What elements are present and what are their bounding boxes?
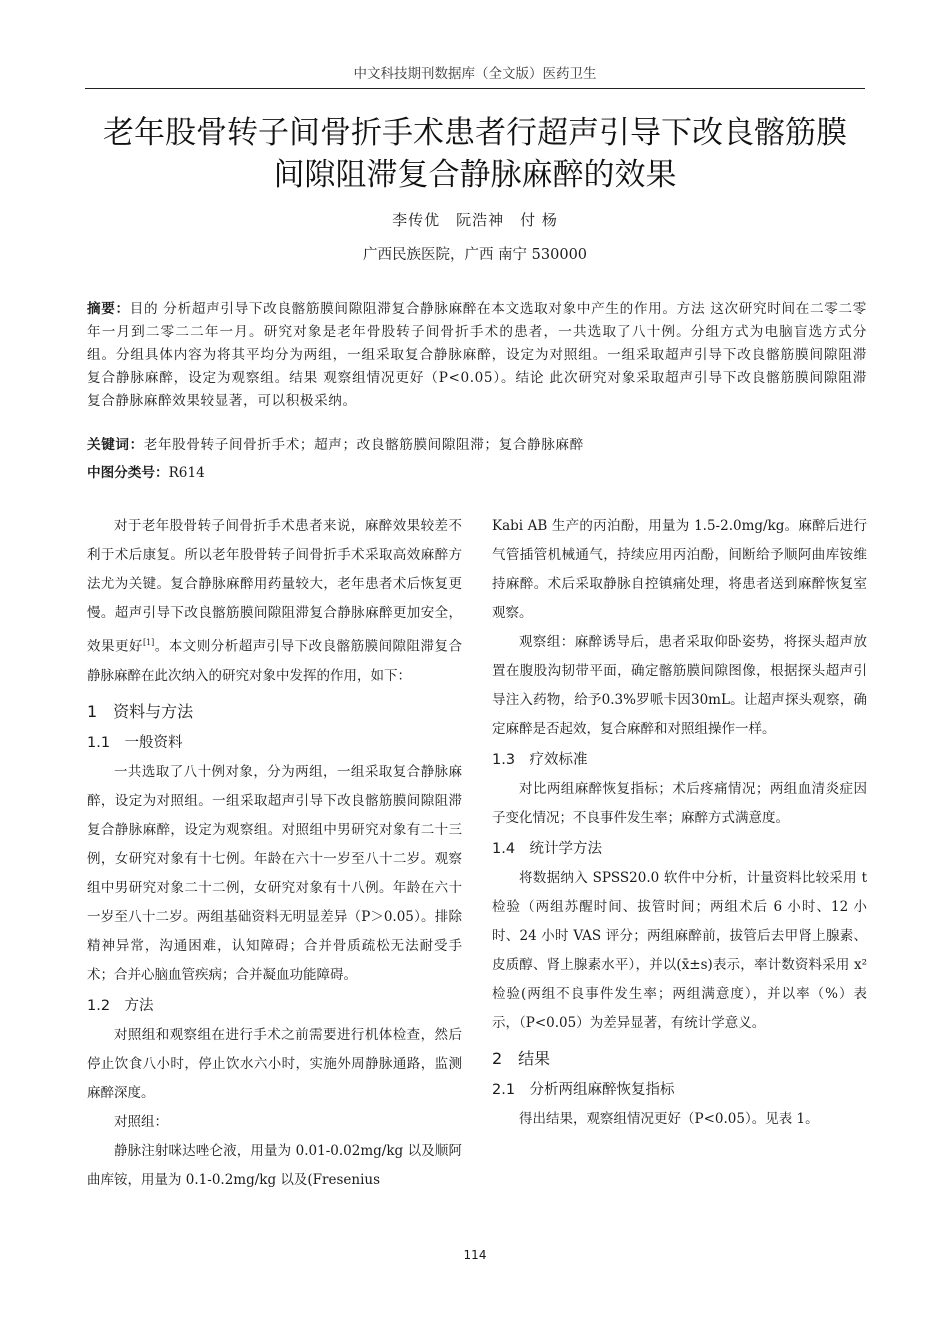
intro-paragraph (87, 512, 462, 691)
classification-text: R614 (168, 465, 205, 481)
intro-citation: [1] (142, 638, 155, 647)
header-rule (85, 88, 865, 89)
right-column (492, 512, 867, 1134)
authors: 李传优 阮浩神 付 杨 (392, 211, 558, 229)
page-number: 114 (463, 1248, 487, 1262)
paragraph-1-4: 将数据纳入 SPSS20.0 软件中分析，计量资料比较采用 t 检验（两组苏醒时间、拔管时间；两组术后 6 小时、12 小时、24 小时 VAS 评分；两组麻醉前，拔管后去甲肾上腺素、皮质醇、肾上腺素水平），并以(x̄±s)表示，率计数资料采用 x²检验(两组不良事件发生率；两组满意度），并以率（%）表示，（P<0.05）为差异显著，有统计学意义。 (492, 870, 867, 1031)
left-column (87, 512, 462, 1195)
article-title (60, 112, 890, 196)
section-heading-2: 2 结果 (492, 1049, 551, 1068)
abstract-text: 目的 分析超声引导下改良髂筋膜间隙阻滞复合静脉麻醉在本文选取对象中产生的作用。方法 这次研究时间在二零二零年一月到二零二二年一月。研究对象是老年骨股转子间骨折手术的患者，一共选取了八十例。分组方式为电脑盲选方式分组。分组具体内容为将其平均分为两组，一组采取复合静脉麻醉，设定为对照组。一组采取超声引导下改良髂筋膜间隙阻滞复合静脉麻醉，设定为观察组。结果 观察组情况更好（P<0.05）。结论 此次研究对象采取超声引导下改良髂筋膜间隙阻滞复合静脉麻醉效果较显著，可以积极采纳。 (87, 301, 867, 409)
section-heading-1: 1 资料与方法 (87, 701, 194, 721)
paragraph-drug-continued: Kabi AB 生产的丙泊酚，用量为 1.5-2.0mg/kg。麻醉后进行气管插管机械通气，持续应用丙泊酚，间断给予顺阿曲库铵维持麻醉。术后采取静脉自控镇痛处理，将患者送到麻醉恢复室观察。 (492, 518, 867, 621)
abstract (87, 298, 867, 413)
paragraph-2-1: 得出结果，观察组情况更好（P<0.05）。见表 1。 (519, 1111, 819, 1127)
journal-header: 中文科技期刊数据库（全文版）医药卫生 (353, 66, 597, 82)
section-heading-1-1: 1.1 一般资料 (87, 734, 183, 751)
paragraph-1-1: 一共选取了八十例对象，分为两组，一组采取复合静脉麻醉，设定为对照组。一组采取超声引导下改良髂筋膜间隙阻滞复合静脉麻醉，设定为观察组。对照组中男研究对象有二十三例，女研究对象有十七例。年龄在六十一岁至八十二岁。观察组中男研究对象二十二例，女研究对象有十八例。年龄在六十一岁至八十二岁。两组基础资料无明显差异（P＞0.05）。排除精神异常，沟通困难，认知障碍；合并骨质疏松无法耐受手术；合并心脑血管疾病；合并凝血功能障碍。 (87, 763, 462, 983)
paragraph-1-2: 对照组和观察组在进行手术之前需要进行机体检查，然后停止饮食八小时，停止饮水六小时，实施外周静脉通路，监测麻醉深度。 (87, 1026, 462, 1101)
abstract-label: 摘要： (87, 301, 130, 317)
intro-tail: 。本文则分析超声引导下改良髂筋膜间隙阻滞复合静脉麻醉在此次纳入的研究对象中发挥的作用，如下： (87, 638, 463, 684)
affiliation: 广西民族医院，广西 南宁 530000 (362, 247, 588, 263)
keywords (87, 434, 867, 457)
paragraph-drug: 静脉注射咪达唑仑液，用量为 0.01-0.02mg/kg 以及顺阿曲库铵，用量为 0.1-0.2mg/kg 以及(Fresenius (87, 1142, 462, 1188)
keywords-text: 老年股骨转子间骨折手术；超声；改良髂筋膜间隙阻滞；复合静脉麻醉 (143, 437, 584, 453)
intro-text: 对于老年股骨转子间骨折手术患者来说，麻醉效果较差不利于术后康复。所以老年股骨转子间骨折手术采取高效麻醉方法尤为关键。复合静脉麻醉用药量较大，老年患者术后恢复更慢。超声引导下改良髂筋膜间隙阻滞复合静脉麻醉更加安全，效果更好 (87, 518, 462, 655)
section-heading-1-2: 1.2 方法 (87, 997, 154, 1014)
classification-label: 中图分类号： (87, 465, 169, 481)
paragraph-1-3: 对比两组麻醉恢复指标；术后疼痛情况；两组血清炎症因子变化情况；不良事件发生率；麻醉方式满意度。 (492, 781, 867, 826)
title-line-1: 老年股骨转子间骨折手术患者行超声引导下改良髂筋膜 (103, 115, 847, 151)
keywords-label: 关键词： (87, 437, 144, 453)
title-line-2: 间隙阻滞复合静脉麻醉的效果 (273, 157, 677, 193)
paragraph-control-label: 对照组： (114, 1113, 168, 1130)
section-heading-1-3: 1.3 疗效标准 (492, 752, 588, 768)
section-heading-2-1: 2.1 分析两组麻醉恢复指标 (492, 1082, 675, 1098)
section-heading-1-4: 1.4 统计学方法 (492, 841, 603, 857)
classification (87, 462, 867, 485)
paragraph-observation: 观察组：麻醉诱导后，患者采取仰卧姿势，将探头超声放置在腹股沟韧带平面，确定髂筋膜间隙图像，根据探头超声引导注入药物，给予0.3%罗哌卡因30mL。让超声探头观察，确定麻醉是否起效，复合麻醉和对照组操作一样。 (492, 634, 867, 737)
